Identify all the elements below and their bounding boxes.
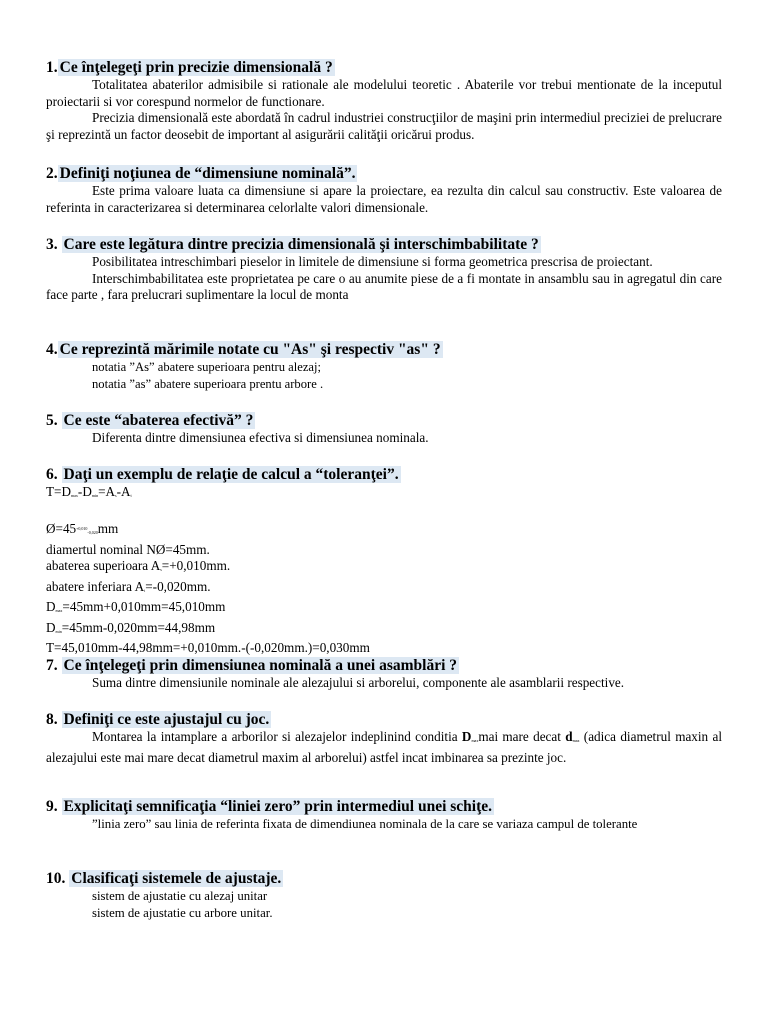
answer-line: notatia ”As” abatere superioara pentru alezaj; xyxy=(92,360,322,374)
blank-line xyxy=(46,505,722,522)
question-title: Ce reprezintă mărimile notate cu "As" şi respectiv "as" ? xyxy=(59,341,441,358)
question-3 xyxy=(46,235,722,304)
question-9-heading xyxy=(46,797,722,816)
answer-line: $D_{min}=45mm-0,020mm=44,98mm$ xyxy=(46,619,216,635)
answer-paragraph: Suma dintre dimensiunile nominale ale alezajului si arborelui, componente ale asamblarii respective. xyxy=(92,675,625,690)
question-2 xyxy=(46,164,722,216)
answer-paragraph: Diferenta dintre dimensiunea efectiva si dimensiunea nominala. xyxy=(92,430,429,445)
question-title: Care este legătura dintre precizia dimensională şi interschimbabilitate ? xyxy=(63,236,539,253)
question-title: Explicitaţi semnificaţia “liniei zero” prin intermediul unei schiţe. xyxy=(63,798,493,815)
question-number: 5. xyxy=(46,412,62,429)
question-number: 4. xyxy=(46,341,58,358)
answer-paragraph: Este prima valoare luata ca dimensiune si apare la proiectare, ea rezulta din calcul sau constructiv. Este valoarea de referinta in caracterizarea si determinarea celorlalte valori dimensionale. xyxy=(46,183,722,215)
question-number: 1. xyxy=(46,59,58,76)
answer-line: abaterea superioara $A_s=+0,010mm$. xyxy=(46,558,231,573)
question-6-heading xyxy=(46,465,722,484)
question-number: 6. xyxy=(46,466,62,483)
question-number: 8. xyxy=(46,711,62,728)
question-9 xyxy=(46,797,722,833)
question-10 xyxy=(46,869,722,921)
answer-line: sistem de ajustatie cu alezaj unitar xyxy=(92,889,268,903)
answer-paragraph: Precizia dimensională este abordată în cadrul industriei construcţiilor de maşini prin intermediul preciziei de prelucrare şi reprezintă un factor deosebit de important al asigurării calităţii oricărui produs. xyxy=(46,110,722,142)
answer-line: sistem de ajustatie cu arbore unitar. xyxy=(92,905,273,920)
answer-line: notatia ”as” abatere superioara prentu arbore . xyxy=(92,376,324,391)
question-8 xyxy=(46,710,722,766)
question-title: Daţi un exemplu de relaţie de calcul a “toleranţei”. xyxy=(63,466,399,483)
tolerance-formula: $T=D_{max}-D_{min}=A_s-A_i$ xyxy=(46,484,132,499)
question-title: Definiţi noţiunea de “dimensiune nominală”. xyxy=(59,165,356,182)
answer-paragraph: ”linia zero” sau linia de referinta fixata de dimendiunea nominala de la care se variaza campul de tolerante xyxy=(92,817,638,831)
answer-paragraph: Posibilitatea intreschimbari pieselor in limitele de dimensiune si forma geometrica prescrisa de proiectant. xyxy=(92,254,653,269)
question-7 xyxy=(46,656,722,692)
question-title: Clasificaţi sistemele de ajustaje. xyxy=(71,870,282,887)
question-5 xyxy=(46,411,722,447)
question-number: 9. xyxy=(46,798,62,815)
question-5-heading xyxy=(46,411,722,430)
question-number: 10. xyxy=(46,870,70,887)
question-title: Ce înţelegeţi prin precizie dimensională ? xyxy=(59,59,333,76)
answer-line: $D_{max}=45mm+0,010mm=45,010mm$ xyxy=(46,599,226,614)
answer-line: diamertul nominal NØ=45mm. xyxy=(46,541,210,557)
question-title: Ce este “abaterea efectivă” ? xyxy=(63,412,254,429)
answer-line: abatere inferiara $A_i=-0,020mm$. xyxy=(46,578,211,594)
question-2-heading xyxy=(46,164,722,183)
answer-paragraph: Totalitatea abaterilor admisibile si rationale ale modelului teoretic . Abaterile vor trebui mentionate de la inceputul proiectarii si vor corespund normelor de functionare. xyxy=(46,77,722,109)
question-7-heading xyxy=(46,656,722,675)
question-number: 2. xyxy=(46,165,58,182)
question-1 xyxy=(46,58,722,143)
question-8-heading xyxy=(46,710,722,729)
question-10-heading xyxy=(46,869,722,888)
question-title: Definiţi ce este ajustajul cu joc. xyxy=(63,711,270,728)
answer-line: T=45,010mm-44,98mm=+0,010mm.-(-0,020mm.)=0,030mm xyxy=(46,640,370,655)
question-6 xyxy=(46,465,722,657)
question-title: Ce înţelegeţi prin dimensiunea nominală a unei asamblări ? xyxy=(63,657,458,674)
question-4-heading xyxy=(46,340,722,359)
question-4 xyxy=(46,340,722,392)
question-number: 7. xyxy=(46,657,62,674)
question-3-heading xyxy=(46,235,722,254)
answer-paragraph: Montarea la intamplare a arborilor si alezajelor indeplinind conditia $D_{max}mai$ mare decat $d_{max}$ (adica diametrul maxin al alezajului este mai mare decat diametrul maxim al arborelui) astfel incat imbinarea sa prezinte joc. xyxy=(46,729,722,765)
question-1-heading xyxy=(46,58,722,77)
answer-paragraph: Interschimbabilitatea este proprietatea pe care o au anumite piese de a fi montate in ansamblu sau in agregatul din care face parte , fara prelucrari suplimentare la locul de monta xyxy=(46,270,722,302)
diameter-notation: $Ø=45^{+0,010}_{-0,020}mm$ xyxy=(46,521,119,536)
question-number: 3. xyxy=(46,236,62,253)
